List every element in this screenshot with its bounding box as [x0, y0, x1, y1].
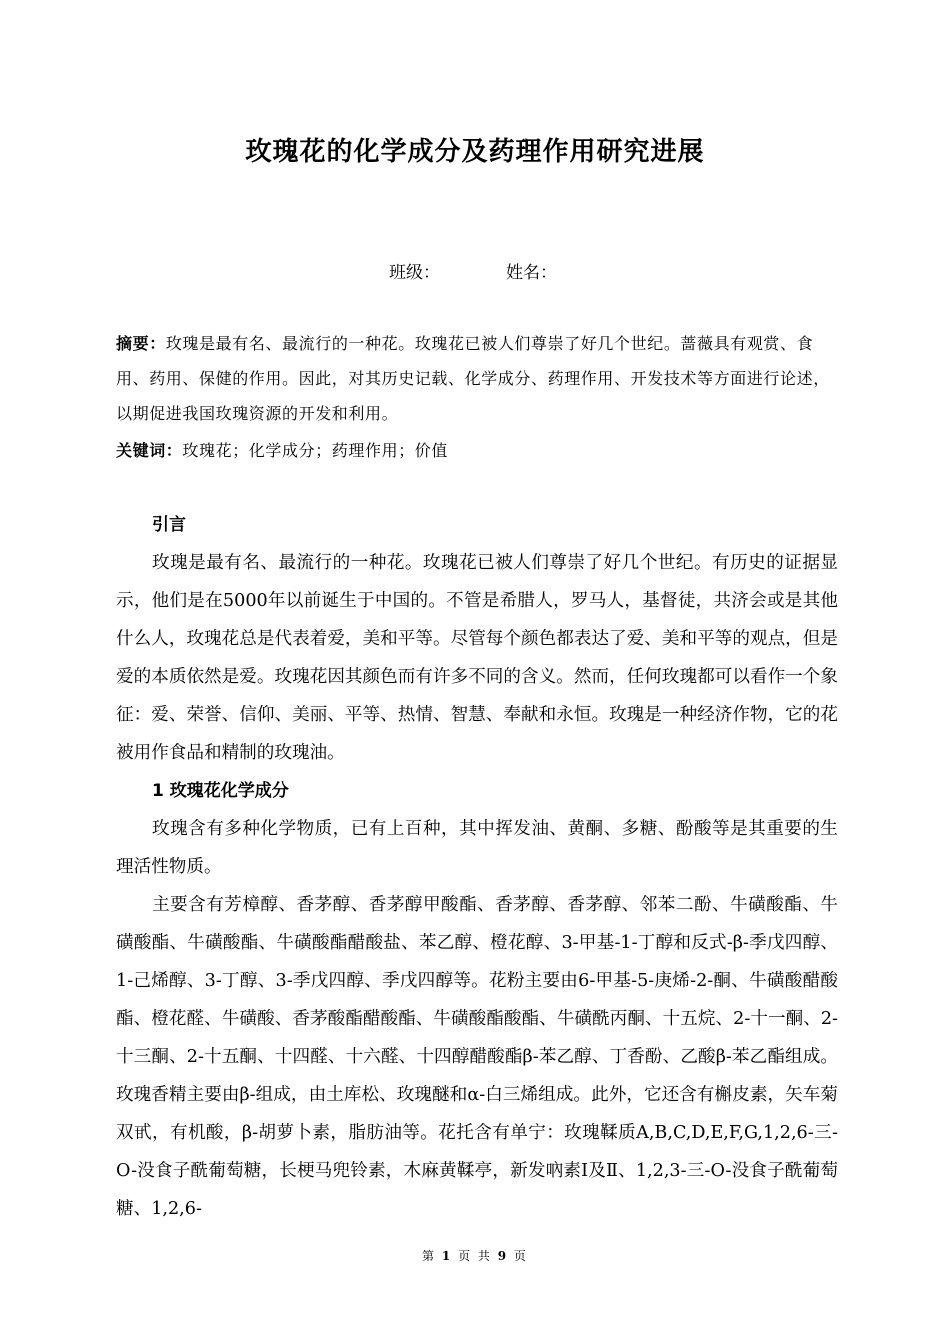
document-body: [116, 506, 838, 1228]
footer-suffix: 页: [513, 1249, 528, 1263]
document-title: 玫瑰花的化学成分及药理作用研究进展: [245, 137, 705, 167]
section1-paragraph-1: 玫瑰含有多种化学物质，已有上百种，其中挥发油、黄酮、多糖、酚酸等是其重要的生理活性物质。: [116, 819, 838, 877]
page-footer: [0, 1247, 950, 1264]
keywords-label: 关键词：: [116, 441, 183, 460]
current-page-number: 1: [441, 1249, 453, 1263]
keywords-text: 玫瑰花；化学成分；药理作用；价值: [182, 441, 449, 460]
footer-middle: 页 共: [458, 1249, 492, 1263]
keywords: [116, 436, 836, 466]
abstract-text: 玫瑰是最有名、最流行的一种花。玫瑰花已被人们尊崇了好几个世纪。蔷薇具有观赏、食用、药用、保健的作用。因此，对其历史记载、化学成分、药理作用、开发技术等方面进行论述，以期促进我国玫瑰资源的开发和利用。: [116, 334, 830, 423]
abstract: [116, 326, 836, 431]
abstract-label: 摘要：: [116, 334, 166, 353]
intro-heading: 引言: [152, 515, 186, 535]
intro-paragraph: 玫瑰是最有名、最流行的一种花。玫瑰花已被人们尊崇了好几个世纪。有历史的证据显示，他们是在5000年以前诞生于中国的。不管是希腊人，罗马人，基督徒，共济会或是其他什么人，玫瑰花总是代表着爱，美和平等。尽管每个颜色都表达了爱、美和平等的观点，但是爱的本质依然是爱。玫瑰花因其颜色而有许多不同的含义。然而，任何玫瑰都可以看作一个象征：爱、荣誉、信仰、美丽、平等、热情、智慧、奉献和永恒。玫瑰是一种经济作物，它的花被用作食品和精制的玫瑰油。: [116, 553, 838, 763]
total-pages-number: 9: [497, 1249, 509, 1263]
section1-paragraph-2: 主要含有芳樟醇、香茅醇、香茅醇甲酸酯、香茅醇、香茅醇、邻苯二酚、牛磺酸酯、牛磺酸酯、牛磺酸酯、牛磺酸酯醋酸盐、苯乙醇、橙花醇、3-甲基-1-丁醇和反式-β-季戊四醇、1-己烯醇、3-丁醇、3-季戊四醇、季戊四醇等。花粉主要由6-甲基-5-庚烯-2-酮、牛磺酸醋酸酯、橙花醛、牛磺酸、香茅酸酯醋酸酯、牛磺酸酯酸酯、牛磺酰丙酮、十五烷、2-十一酮、2-十三酮、2-十五酮、十四醛、十六醛、十四醇醋酸酯β-苯乙醇、丁香酚、乙酸β-苯乙酯组成。玫瑰香精主要由β-组成，由土库松、玫瑰醚和α-白三烯组成。此外，它还含有槲皮素，矢车菊双甙，有机酸，β-胡萝卜素，脂肪油等。花托含有单宁：玫瑰鞣质A,B,C,D,E,F,G,1,2,6-三-O-没食子酰葡萄糖，长梗马兜铃素，木麻黄鞣亭，新发吶素Ⅰ及Ⅱ、1,2,3-三-O-没食子酰葡萄糖、1,2,6-: [116, 895, 838, 1219]
footer-prefix: 第: [422, 1249, 437, 1263]
name-label: 姓名：: [506, 263, 557, 283]
section1-heading: 1 玫瑰花化学成分: [152, 781, 289, 801]
class-label: 班级：: [389, 263, 440, 283]
